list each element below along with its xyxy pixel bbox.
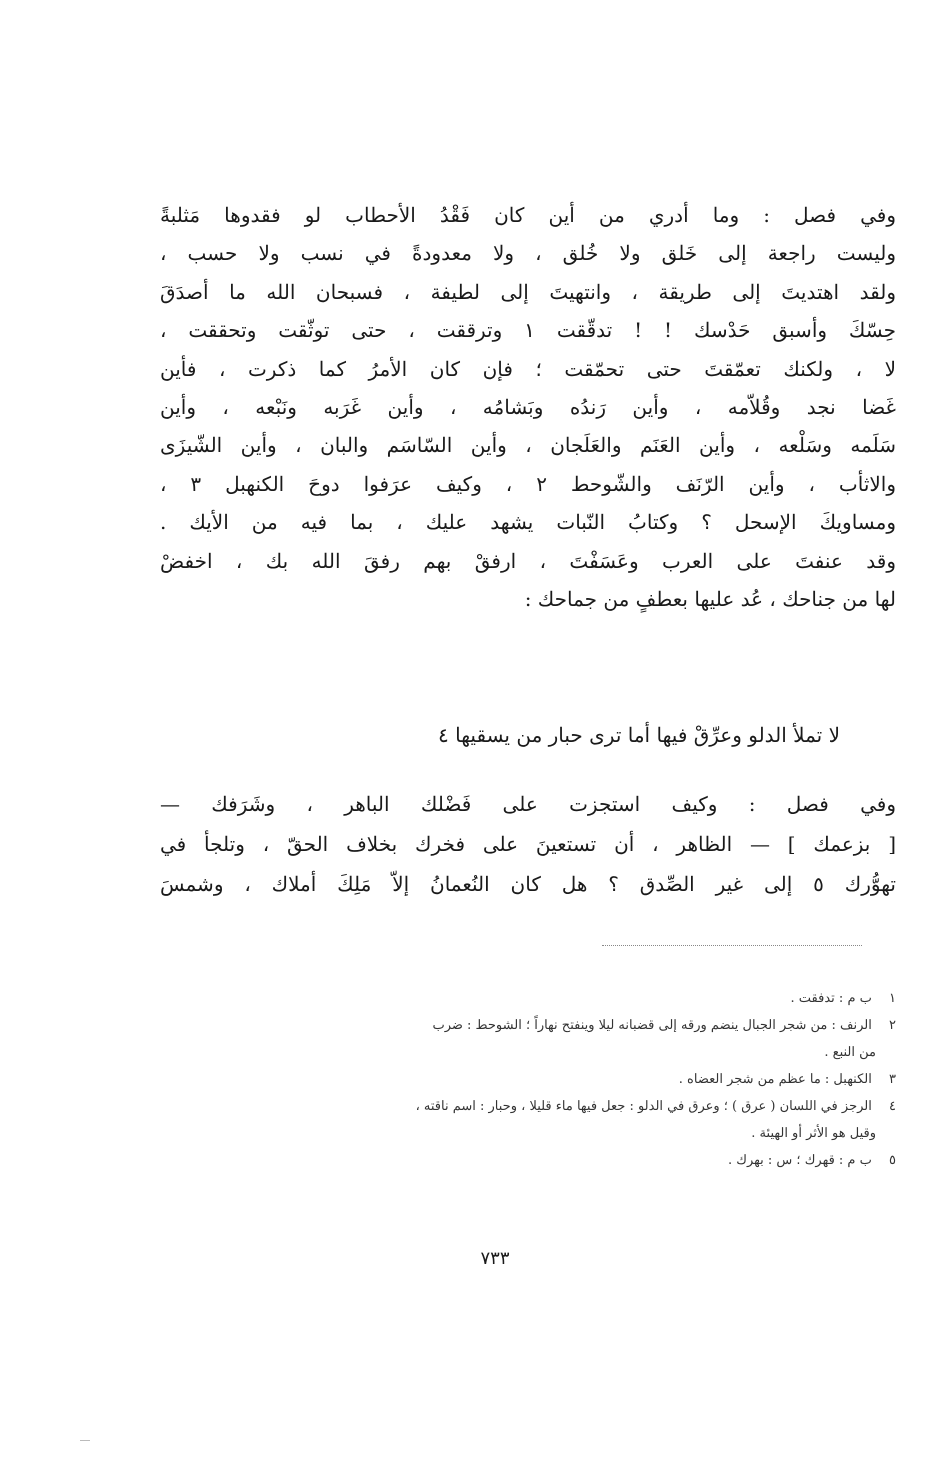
footnote-continuation: وقيل هو الأثر أو الهيئة . xyxy=(751,1126,876,1141)
text-line: سَلَمه وسَلْعه ، وأين العَنَم والعَلَجان ، وأين السّاسَم والبان ، وأين الشّيزَى xyxy=(160,433,896,458)
text-line: ومساويكَ الإسحل ؟ وكتابُ النّبات يشهد عليك ، بما فيه من الأيك . xyxy=(160,510,896,535)
footnote-text: الرجز في اللسان ( عرق ) ؛ وعرق في الدلو : جعل فيها ماء قليلا ، وحبار : اسم ناقته ، xyxy=(415,1099,872,1114)
footnote-divider xyxy=(602,945,862,946)
footnote xyxy=(178,1147,896,1174)
footnote-number: ٥ xyxy=(889,1153,896,1168)
text-line: وفي فصل : وكيف استجزت على فَضْلك الباهر ، وشَرَفك — xyxy=(160,792,896,816)
text-line: لها من جناحك ، عُد عليها بعطفٍ من جماحك : xyxy=(524,586,896,611)
text-line: [ بزعمك ] — الظاهر ، أن تستعينَ على فخرك بخلاف الحقّ ، وتلجأ في xyxy=(160,832,896,856)
footnote xyxy=(178,1093,896,1120)
text-line: غَضا نجد وقُلاّمه ، وأين رَندُه وبَشامُه ، وأين غَرَبه ونَبْعه ، وأين xyxy=(160,394,896,419)
footnote-text: ب م : قهرك ؛ س : بهرك . xyxy=(728,1153,872,1168)
text-line: لا ، ولكنك تعمّقتَ حتى تحمّقت ؛ فإن كان الأمرُ كما ذكرت ، فأين xyxy=(160,356,896,381)
text-line: وقد عنفتَ على العرب وعَسَفْتَ ، ارفقْ بهم رفقَ الله بك ، اخفضْ xyxy=(160,548,896,573)
text-line: حِسّكَ وأسبق حَدْسك ! ! تدقّقت ١ وترققت ، حتى توثّقت وتحققت ، xyxy=(160,318,896,343)
footnote-number: ٤ xyxy=(889,1099,896,1114)
text-line: وليست راجعة إلى خَلق ولا خُلق ، ولا معدودةً في نسب ولا حسب ، xyxy=(160,241,896,266)
second-paragraph xyxy=(160,784,896,904)
footnote-text: الرنف : من شجر الجبال ينضم ورقه إلى قضبانه ليلا وينفتح نهاراً ؛ الشوحط : ضرب xyxy=(432,1018,872,1033)
footnote xyxy=(178,1012,896,1039)
page-number: ٧٣٣ xyxy=(480,1248,510,1269)
footnote-text: الكنهبل : ما عظم من شجر العضاه . xyxy=(678,1072,872,1087)
verse-line: لا تملأ الدلو وعرِّقْ فيها أما ترى حبار من يسقيها ٤ xyxy=(438,723,840,747)
text-line: تهوُّرك ٥ إلى غير الصِّدق ؟ هل كان النُعمانُ إلاّ مَلِكَ أملاك ، وشمسَ xyxy=(160,872,896,896)
footnote xyxy=(178,1066,896,1093)
footnote-continuation: من النبع . xyxy=(824,1045,876,1060)
footnote-number: ٢ xyxy=(889,1018,896,1033)
text-line: وفي فصل : وما أدري من أين كان فَقْدُ الأحطاب لو فقدوها مَثلبةً xyxy=(160,203,896,227)
main-paragraph xyxy=(160,196,896,618)
scan-mark xyxy=(80,1440,90,1441)
footnote-number: ١ xyxy=(889,991,896,1006)
text-line: ولقد اهتديتَ إلى طريقة ، وانتهيتَ إلى لطيفة ، فسبحان الله ما أصدَقَ xyxy=(160,279,896,304)
footnote xyxy=(178,985,896,1012)
footnote-text: ب م : تدفقت . xyxy=(790,991,872,1006)
footnotes xyxy=(178,985,896,1174)
footnote-number: ٣ xyxy=(889,1072,896,1087)
text-line: والاثأب ، وأين الرّنَف والشّوحط ٢ ، وكيف عرَفوا دوحَ الكنهبل ٣ ، xyxy=(160,471,896,496)
